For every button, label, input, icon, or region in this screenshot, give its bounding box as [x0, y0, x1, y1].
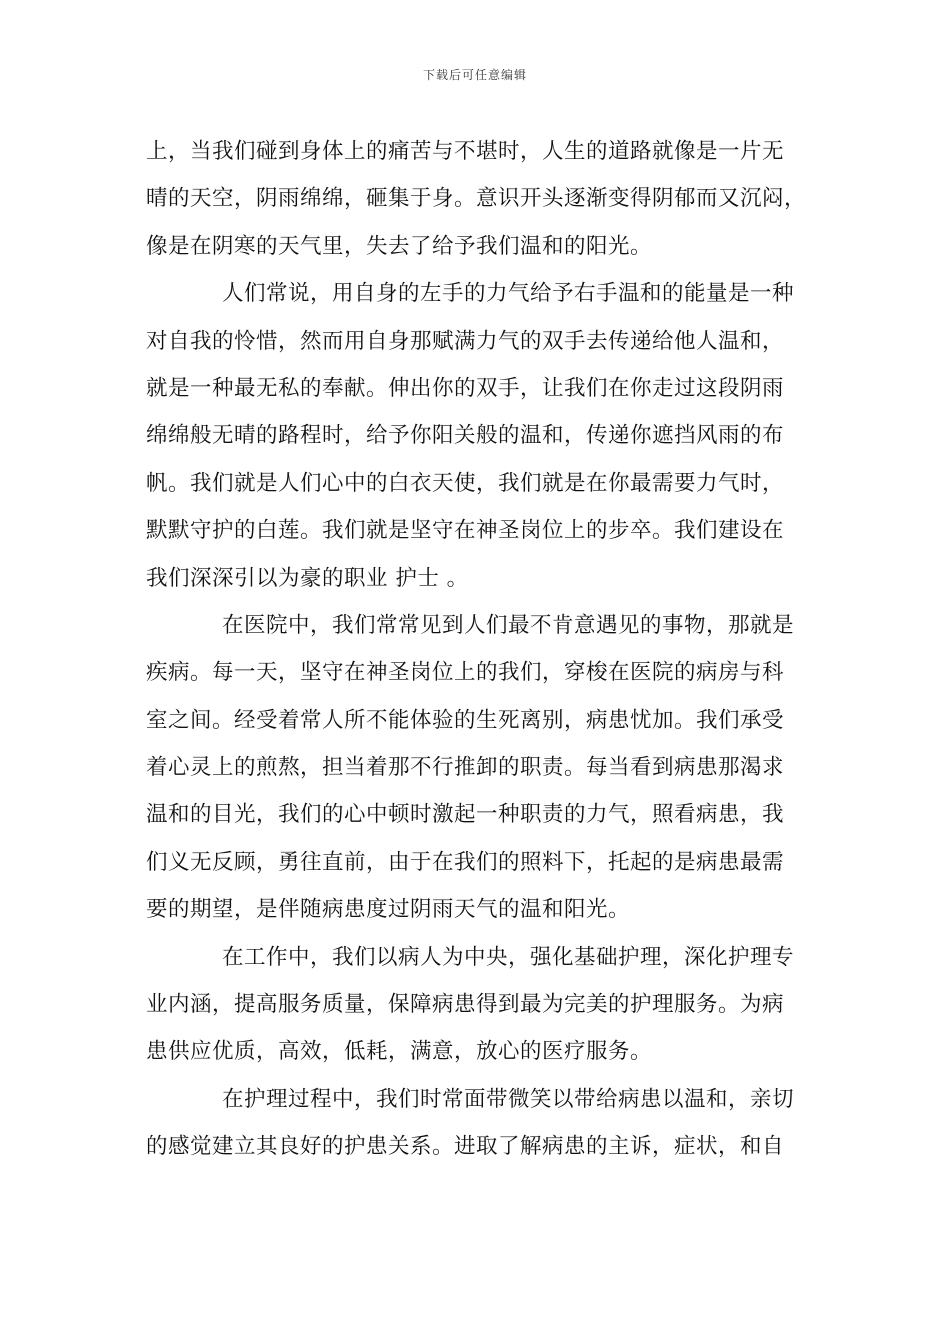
text-line: 像是在阴寒的天气里，失去了给予我们温和的阳光。	[146, 233, 653, 259]
text-line: 疾病。每一天，坚守在神圣岗位上的我们，穿梭在医院的病房与科	[146, 660, 785, 686]
text-line: 的感觉建立其良好的护患关系。进取了解病患的主诉，症状，和自	[146, 1134, 785, 1160]
text-line: 对自我的怜惜，然而用自身那赋满力气的双手去传递给他人温和，	[146, 328, 785, 354]
text-line: 晴的天空，阴雨绵绵，砸集于身。意识开头逐渐变得阴郁而又沉闷，	[146, 186, 807, 212]
text-line: 我们深深引以为豪的职业 护士 。	[146, 565, 469, 591]
text-line: 就是一种最无私的奉献。伸出你的双手，让我们在你走过这段阴雨	[146, 375, 785, 401]
text-line: 绵绵般无晴的路程时，给予你阳关般的温和，传递你遮挡风雨的布	[146, 423, 785, 449]
paragraph-first-line: 在医院中，我们常常见到人们最不肯意遇见的事物，那就是	[222, 612, 795, 638]
text-line: 室之间。经受着常人所不能体验的生死离别，病患忧加。我们承受	[146, 707, 785, 733]
paragraph-first-line: 在护理过程中，我们时常面带微笑以带给病患以温和，亲切	[222, 1086, 795, 1112]
text-line: 默默守护的白莲。我们就是坚守在神圣岗位上的步卒。我们建设在	[146, 518, 785, 544]
text-line: 要的期望，是伴随病患度过阴雨天气的温和阳光。	[146, 897, 631, 923]
text-line: 着心灵上的煎熬，担当着那不行推卸的职责。每当看到病患那渴求	[146, 755, 785, 781]
text-line: 业内涵，提高服务质量，保障病患得到最为完美的护理服务。为病	[146, 992, 785, 1018]
paragraph-first-line: 人们常说，用自身的左手的力气给予右手温和的能量是一种	[222, 281, 795, 307]
page-header: 下载后可任意编辑	[422, 68, 527, 82]
document-body	[146, 128, 812, 1171]
text-line: 们义无反顾，勇往直前，由于在我们的照料下，托起的是病患最需	[146, 849, 785, 875]
text-line: 上，当我们碰到身体上的痛苦与不堪时，人生的道路就像是一片无	[146, 139, 785, 164]
text-line: 温和的目光，我们的心中顿时激起一种职责的力气，照看病患，我	[146, 802, 785, 828]
text-line: 帆。我们就是人们心中的白衣天使，我们就是在你最需要力气时，	[146, 470, 785, 496]
text-line: 患供应优质，高效，低耗，满意，放心的医疗服务。	[146, 1039, 653, 1065]
paragraph-first-line: 在工作中，我们以病人为中央，强化基础护理，深化护理专	[222, 944, 795, 970]
